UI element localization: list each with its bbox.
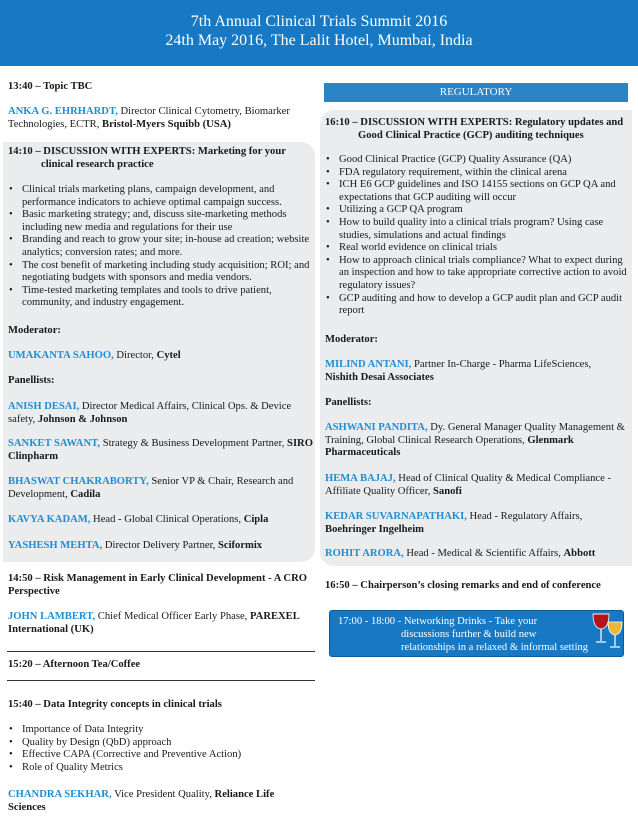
speaker-role: Partner In-Charge - Pharma LifeSciences, [411, 359, 592, 370]
speaker-role: Head of Clinical Quality & Medical Compliance - Affiliate Quality Officer, [325, 473, 611, 497]
track-tab-regulatory: REGULATORY [324, 83, 628, 102]
list-item: • Importance of Data Integrity [8, 724, 314, 737]
speaker-role: Director, [113, 350, 157, 361]
session-15-40-speaker [8, 789, 308, 814]
speaker-org: Reliance Life Sciences [8, 789, 275, 813]
speaker-org: Glenmark Pharmaceuticals [325, 434, 574, 459]
speaker-role: Dy. General Manager Quality Management & Training, Global Clinical Research Operations, [325, 422, 625, 446]
session-13-40-title: 13:40 – Topic TBC [8, 81, 93, 92]
moderator-label: Moderator: [8, 325, 61, 336]
page-header [0, 0, 638, 66]
list-item: • Quality by Design (QbD) approach [8, 737, 314, 750]
speaker-role: Head - Medical & Scientific Affairs, [403, 548, 564, 559]
panellist [8, 476, 313, 501]
list-item: • Branding and reach to grow your site; in-house ad creation; website analytics; conversion rates; and more. [8, 234, 314, 259]
speaker-name: YASHESH MEHTA, [8, 540, 103, 551]
speaker-name: KAVYA KADAM, [8, 514, 91, 525]
session-14-10-topics [8, 184, 314, 310]
speaker-org: Sciformix [217, 540, 263, 551]
list-item: • Effective CAPA (Corrective and Preventive Action) [8, 749, 314, 762]
list-item: • GCP auditing and how to develop a GCP audit plan and GCP audit report [325, 293, 629, 318]
networking-line: 17:00 - 18:00 - Networking Drinks - Take your [338, 616, 538, 627]
speaker-role: Director Medical Affairs, Clinical Ops. & Device safety, [8, 401, 292, 425]
session-16-10-title [325, 117, 631, 142]
divider [7, 651, 315, 652]
session-13-40-speaker [8, 106, 313, 131]
session-15-20-title: 15:20 – Afternoon Tea/Coffee [8, 659, 141, 670]
speaker-name: ROHIT ARORA, [325, 548, 404, 559]
moderator-label: Moderator: [325, 334, 378, 345]
list-item: • How to build quality into a clinical trials program? Using case studies, simulations and actual findings [325, 217, 629, 242]
speaker-org: Boehringer Ingelheim [325, 523, 424, 535]
speaker-org: Cytel [156, 350, 181, 361]
session-14-50-speaker [8, 611, 313, 636]
speaker-org: Johnson & Johnson [37, 413, 128, 425]
networking-line: relationships in a relaxed & informal setting [401, 642, 589, 653]
session-15-40-topics [8, 724, 314, 774]
list-item: • FDA regulatory requirement, within the clinical arena [325, 167, 629, 180]
list-item: • Good Clinical Practice (GCP) Quality Assurance (QA) [325, 154, 629, 167]
list-item: • Time-tested marketing templates and tools to drive patient, community, and industry engagement. [8, 285, 314, 310]
session-14-50-title: 14:50 – Risk Management in Early Clinical Development - A CRO Perspective [8, 573, 307, 597]
list-item: • Role of Quality Metrics [8, 762, 314, 775]
speaker-name: MILIND ANTANI, [325, 359, 412, 370]
panellist [8, 540, 313, 553]
moderator [325, 359, 625, 384]
session-title-line: 14:10 – DISCUSSION WITH EXPERTS: Marketing for your [8, 146, 286, 157]
session-14-10-title [8, 146, 308, 171]
panellist [325, 473, 631, 498]
speaker-name: BHASWAT CHAKRABORTY, [8, 476, 149, 487]
speaker-name: HEMA BAJAJ, [325, 473, 396, 484]
speaker-role: Strategy & Business Development Partner, [100, 438, 288, 449]
panellist [325, 511, 625, 536]
speaker-org: PAREXEL International (UK) [8, 611, 300, 635]
speaker-name: CHANDRA SEKHAR, [8, 789, 112, 800]
session-title-line: Good Clinical Practice (GCP) auditing techniques [358, 129, 584, 141]
event-date-venue: 24th May 2016, The Lalit Hotel, Mumbai, India [165, 32, 473, 49]
speaker-org: Abbott [563, 548, 596, 559]
list-item: • Clinical trials marketing plans, campaign development, and performance indicators to achieve optimal campaign success. [8, 184, 314, 209]
panellists-label: Panellists: [325, 397, 372, 408]
speaker-org: SIRO Clinpharm [8, 438, 313, 462]
speaker-role: Director Clinical Cytometry, Biomarker Technologies, ECTR, [8, 106, 290, 130]
speaker-org: Cipla [243, 514, 269, 525]
speaker-role: Director Delivery Partner, [102, 540, 218, 551]
networking-line: discussions further & build new [401, 629, 537, 640]
speaker-role: Vice President Quality, [111, 789, 215, 800]
speaker-name: ASHWANI PANDITA, [325, 422, 428, 433]
list-item: • Basic marketing strategy; and, discuss site-marketing methods including new media and regulations for their use [8, 209, 314, 234]
list-item: • ICH E6 GCP guidelines and ISO 14155 sections on GCP QA and expectations that GCP auditing will occur [325, 179, 629, 204]
speaker-name: JOHN LAMBERT, [8, 611, 96, 622]
speaker-org: Cadila [70, 488, 101, 500]
networking-drinks-box [329, 610, 624, 657]
session-16-10-topics [325, 154, 629, 318]
panellists-label: Panellists: [8, 375, 55, 386]
session-16-50-title: 16:50 – Chairperson’s closing remarks and end of conference [325, 580, 601, 591]
panellist [8, 514, 313, 527]
speaker-role: Head - Global Clinical Operations, [90, 514, 244, 525]
event-title: 7th Annual Clinical Trials Summit 2016 [190, 13, 448, 30]
wine-glasses-icon [590, 608, 626, 652]
list-item: • The cost benefit of marketing including study acquisition; ROI; and negotiating budgets with sponsors and media vendors. [8, 260, 314, 285]
session-15-40-title: 15:40 – Data Integrity concepts in clinical trials [8, 699, 222, 710]
panellist [8, 438, 313, 463]
speaker-role: Head - Regulatory Affairs, [466, 511, 583, 522]
speaker-name: ANISH DESAI, [8, 401, 80, 412]
speaker-name: UMAKANTA SAHOO, [8, 350, 114, 361]
moderator [8, 350, 313, 363]
speaker-name: ANKA G. EHRHARDT, [8, 106, 118, 117]
session-title-line: 16:10 – DISCUSSION WITH EXPERTS: Regulatory updates and [325, 117, 624, 128]
speaker-org: Bristol-Myers Squibb (USA) [102, 118, 231, 130]
speaker-name: KEDAR SUVARNAPATHAKI, [325, 511, 467, 522]
list-item: • Utilizing a GCP QA program [325, 204, 629, 217]
speaker-org: Sanofi [433, 485, 462, 497]
speaker-name: SANKET SAWANT, [8, 438, 101, 449]
list-item: • Real world evidence on clinical trials [325, 242, 629, 255]
speaker-role: Chief Medical Officer Early Phase, [95, 611, 250, 622]
panellist [325, 422, 625, 460]
divider [7, 680, 315, 681]
speaker-role: Senior VP & Chair, Research and Development, [8, 476, 294, 500]
panellist [8, 401, 313, 426]
panellist [325, 548, 631, 561]
speaker-org: Nishith Desai Associates [325, 371, 434, 383]
list-item: • How to approach clinical trials compliance? What to expect during an inspection and how to take appropriate corrective action to avoid regulatory issues? [325, 255, 629, 293]
session-title-line: clinical research practice [41, 158, 154, 170]
